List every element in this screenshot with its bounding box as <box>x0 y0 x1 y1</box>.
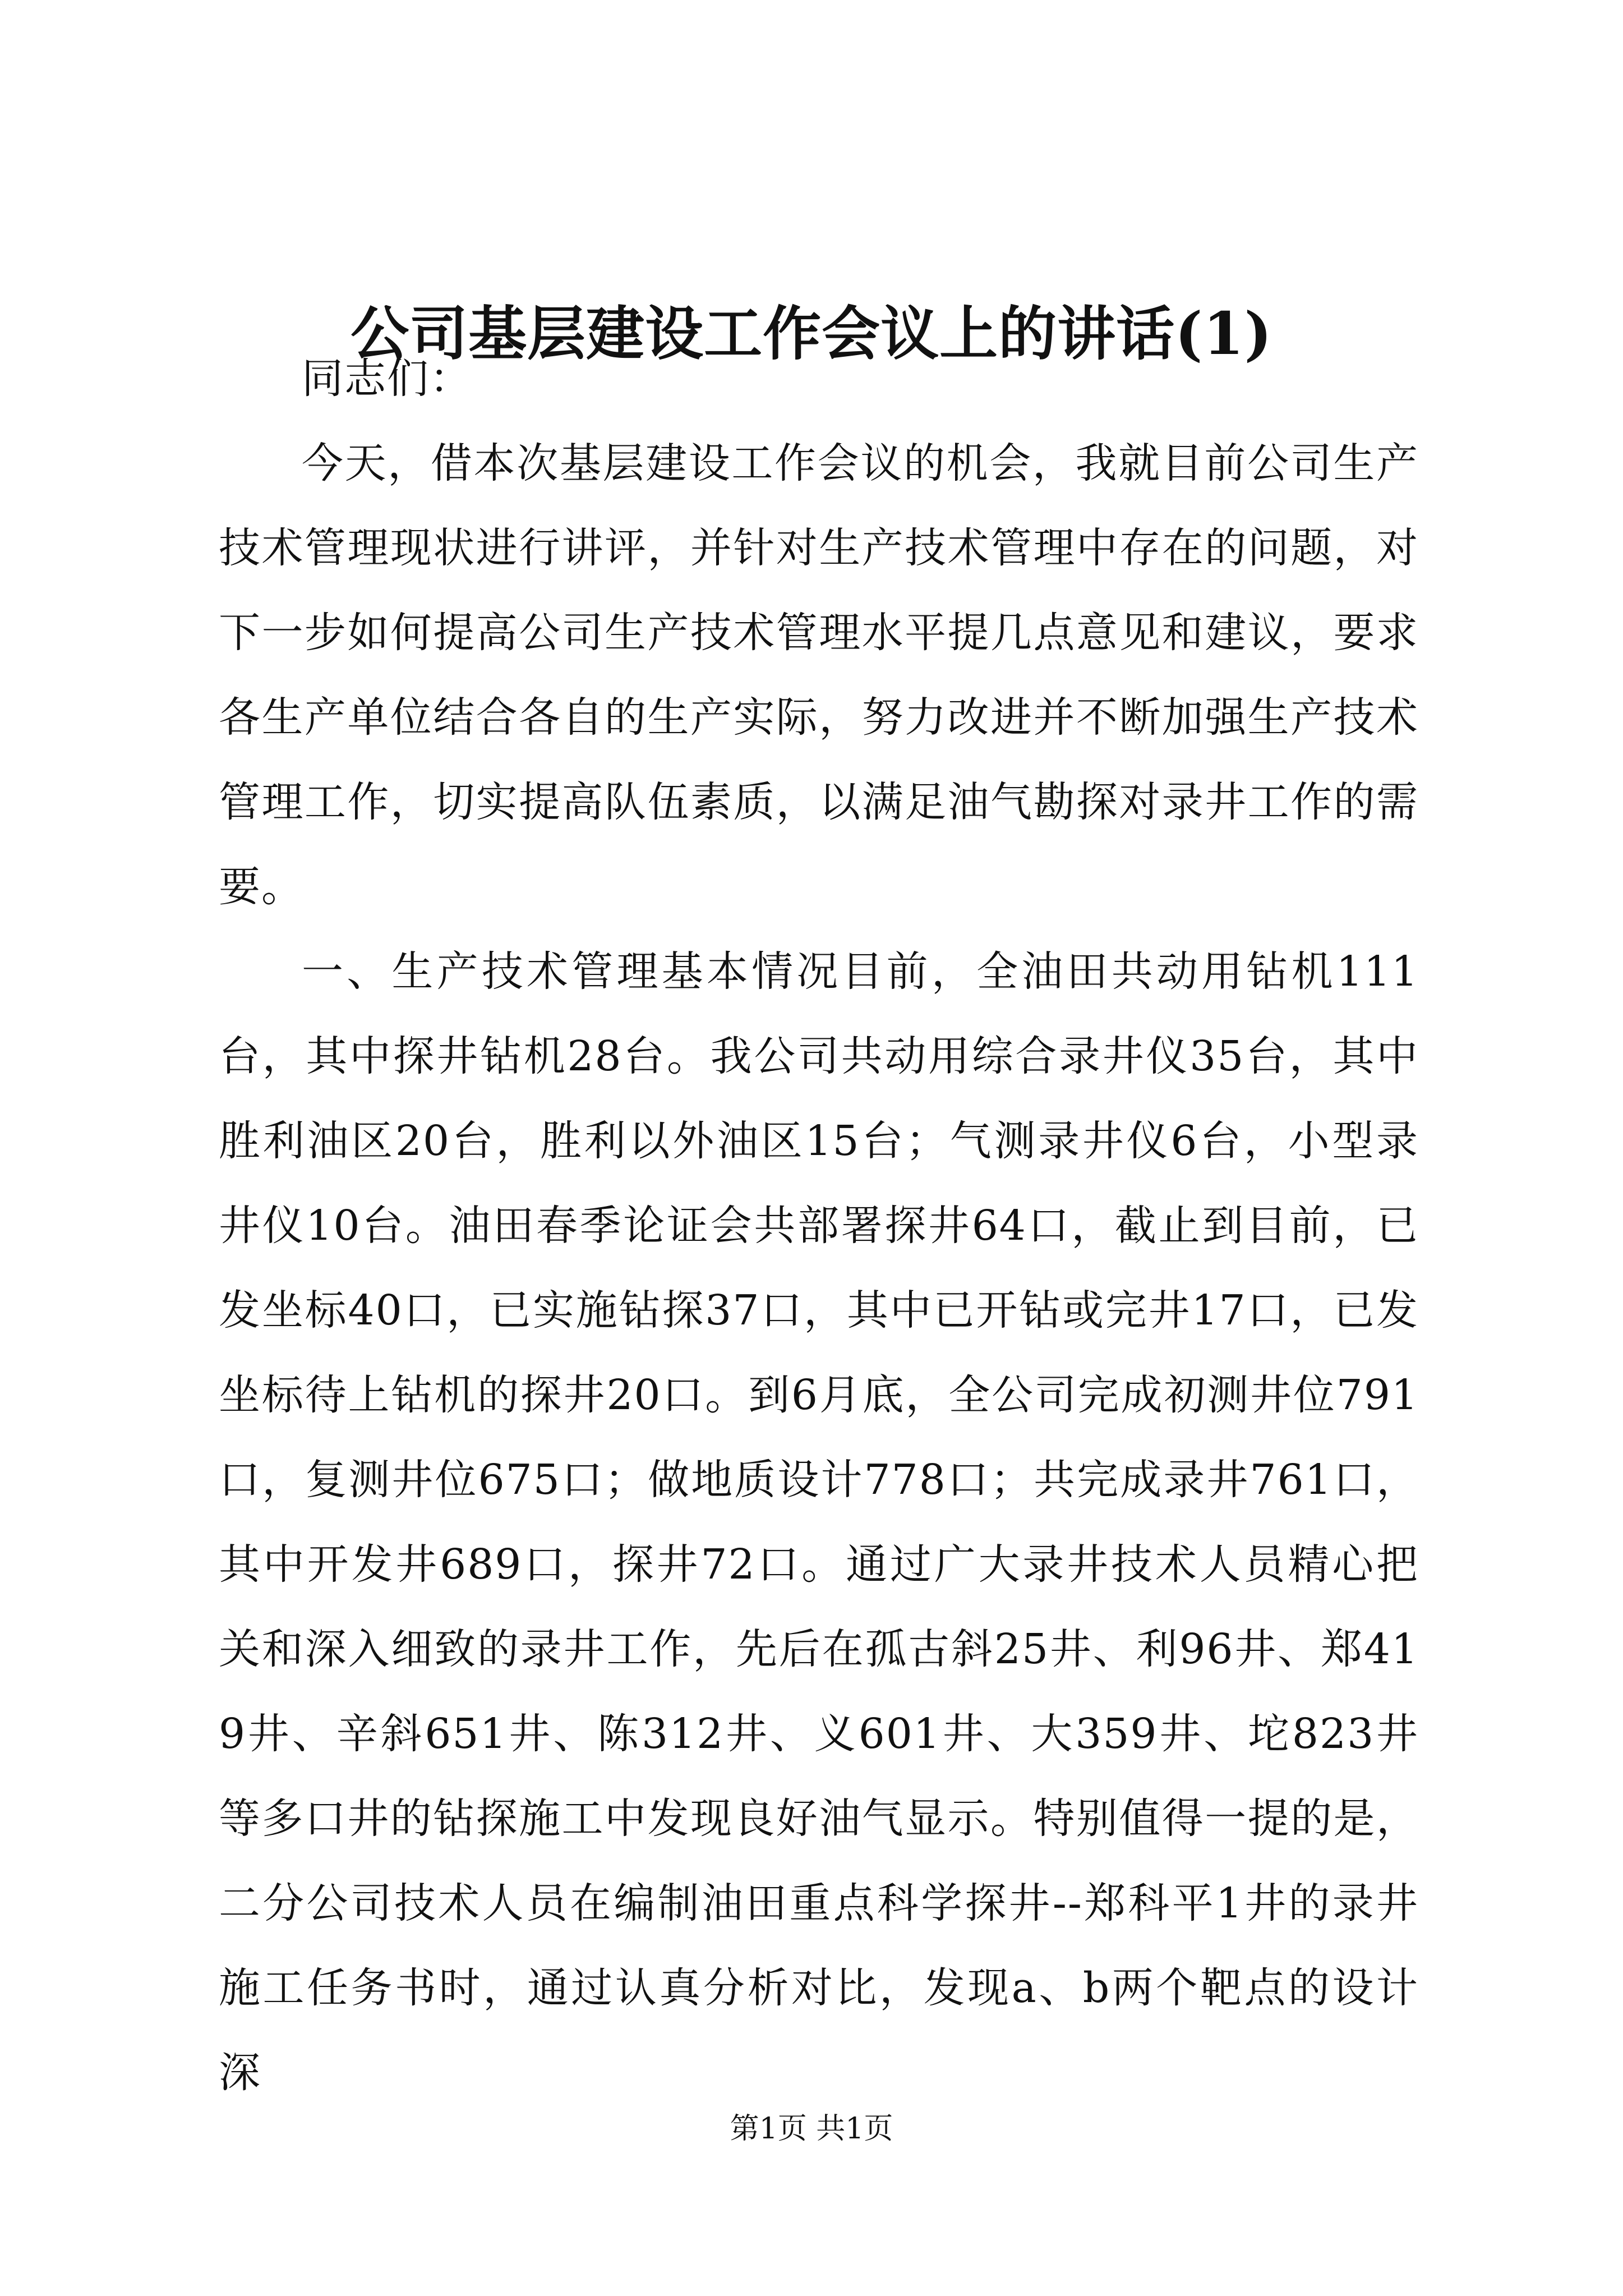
page-footer: 第1页 共1页 <box>730 2112 893 2146</box>
section-one-paragraph: 一、生产技术管理基本情况目前，全油田共动用钻机111台，其中探井钻机28台。我公司共动用综合录井仪35台，其中胜利油区20台，胜利以外油区15台；气测录井仪6台，小型录井仪10台。油田春季论证会共部署探井64口，截止到目前，已发坐标40口，已实施钻探37口，其中已开钻或完井17口，已发坐标待上钻机的探井20口。到6月底，全公司完成初测井位791口，复测井位675口；做地质设计778口；共完成录井761口，其中开发井689口，探井72口。通过广大录井技术人员精心把关和深入细致的录井工作，先后在孤古斜25井、利96井、郑419井、辛斜651井、陈312井、义601井、大359井、坨823井等多口井的钻探施工中发现良好油气显示。特别值得一提的是，二分公司技术人员在编制油田重点科学探井--郑科平1井的录井施工任务书时，通过认真分析对比，发现a、b两个靶点的设计深 <box>219 947 1419 2097</box>
intro-paragraph: 今天，借本次基层建设工作会议的机会，我就目前公司生产技术管理现状进行讲评，并针对生产技术管理中存在的问题，对下一步如何提高公司生产技术管理水平提几点意见和建议，要求各生产单位结合各自的生产实际，努力改进并不断加强生产技术管理工作，切实提高队伍素质，以满足油气勘探对录井工作的需要。 <box>219 439 1419 911</box>
document-title: 公司基层建设工作会议上的讲话(1) <box>351 298 1272 368</box>
salutation-paragraph: 同志们： <box>302 355 472 403</box>
document-body <box>219 337 1419 2115</box>
